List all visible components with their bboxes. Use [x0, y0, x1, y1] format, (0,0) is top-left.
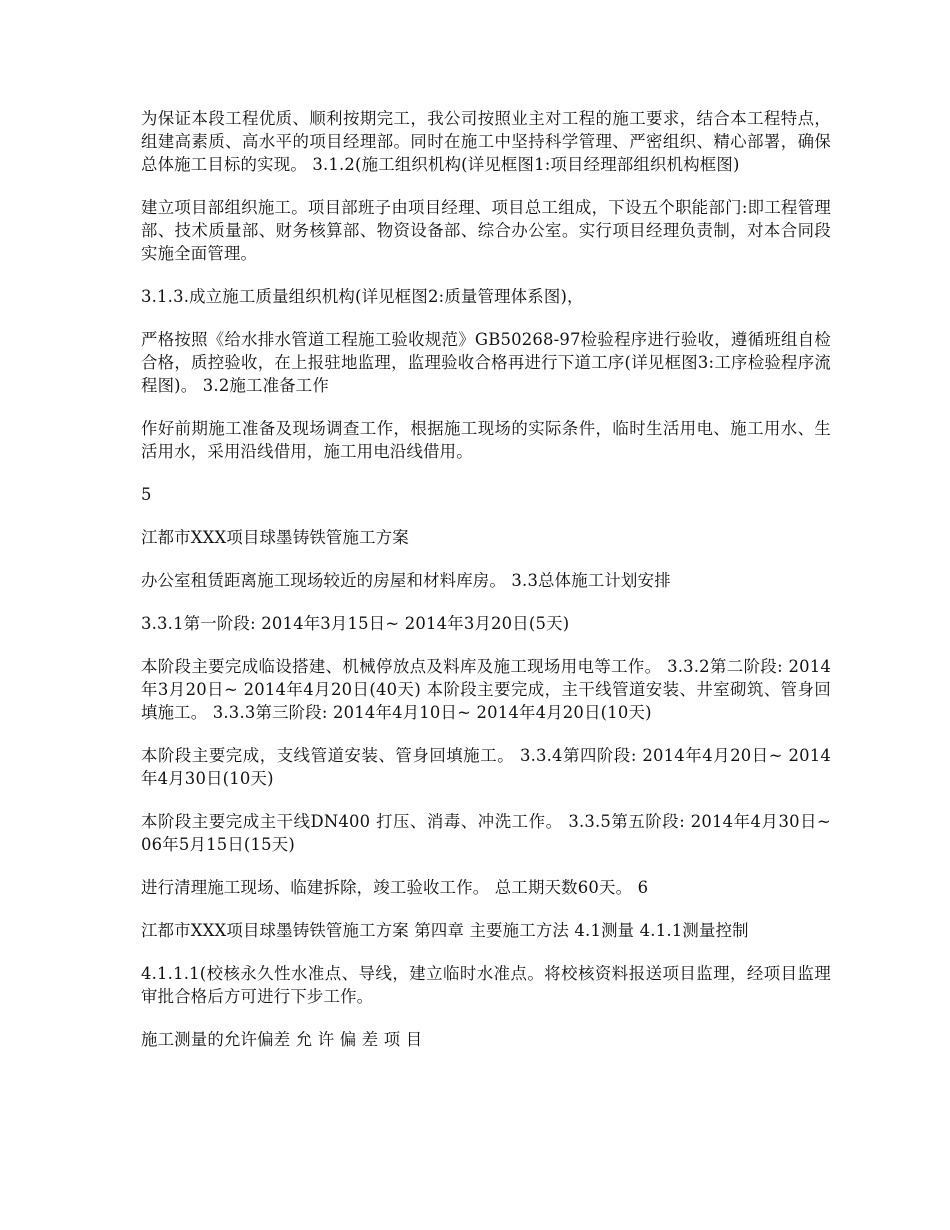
paragraph-allowable-deviation: 施工测量的允许偏差 允 许 偏 差 项 目 [141, 1030, 423, 1049]
paragraph-stage-five: 本阶段主要完成主干线DN400 打压、消毒、冲洗工作。 3.3.5第五阶段: 2014年4月30日~ 06年5月15日(15天) [141, 812, 831, 854]
paragraph-stage-one: 3.3.1第一阶段: 2014年3月15日~ 2014年3月20日(5天) [141, 614, 570, 633]
document-page [141, 107, 831, 1051]
paragraph-project-department: 建立项目部组织施工。项目部班子由项目经理、项目总工组成，下设五个职能部门:即工程管理部、技术质量部、财务核算部、物资设备部、综合办公室。实行项目经理负责制，对本合同段实施全面管理。 [141, 198, 831, 263]
page-number: 5 [141, 485, 152, 504]
paragraph-inspection-procedure: 严格按照《给水排水管道工程施工验收规范》GB50268-97检验程序进行验收，遵循班组自检合格，质控验收，在上报驻地监理，监理验收合格再进行下道工序(详见框图3:工序检验程序流程图)。 3.2施工准备工作 [141, 330, 831, 395]
paragraph-stage-four: 本阶段主要完成，支线管道安装、管身回填施工。 3.3.4第四阶段: 2014年4月20日~ 2014年4月30日(10天) [141, 746, 831, 788]
paragraph-benchmark-check: 4.1.1.1(校核永久性水准点、导线，建立临时水准点。将校核资料报送项目监理，经项目监理审批合格后方可进行下步工作。 [141, 964, 831, 1006]
paragraph-project-organization: 为保证本段工程优质、顺利按期完工，我公司按照业主对工程的施工要求，结合本工程特点，组建高素质、高水平的项目经理部。同时在施工中坚持科学管理、严密组织、精心部署，确保总体施工目标的实现。 3.1.2(施工组织机构(详见框图1:项目经理部组织机构框图) [141, 109, 831, 174]
paragraph-chapter-four: 江都市XXX项目球墨铸铁管施工方案 第四章 主要施工方法 4.1测量 4.1.1测量控制 [141, 921, 749, 940]
running-header: 江都市XXX项目球墨铸铁管施工方案 [141, 528, 409, 547]
paragraph-total-duration: 进行清理施工现场、临建拆除，竣工验收工作。 总工期天数60天。 6 [141, 878, 649, 897]
paragraph-quality-organization: 3.1.3.成立施工质量组织机构(详见框图2:质量管理体系图)， [141, 287, 584, 306]
paragraph-office-rental: 办公室租赁距离施工现场较近的房屋和材料库房。 3.3总体施工计划安排 [141, 571, 671, 590]
paragraph-preparation-work: 作好前期施工准备及现场调查工作，根据施工现场的实际条件，临时生活用电、施工用水、生活用水，采用沿线借用，施工用电沿线借用。 [141, 419, 831, 461]
paragraph-stage-two-three: 本阶段主要完成临设搭建、机械停放点及料库及施工现场用电等工作。 3.3.2第二阶段: 2014年3月20日~ 2014年4月20日(40天) 本阶段主要完成，主干线管道安装、井室砌筑、管身回填施工。 3.3.3第三阶段: 2014年4月10日~ 2014年4月20日(10天) [141, 657, 831, 722]
